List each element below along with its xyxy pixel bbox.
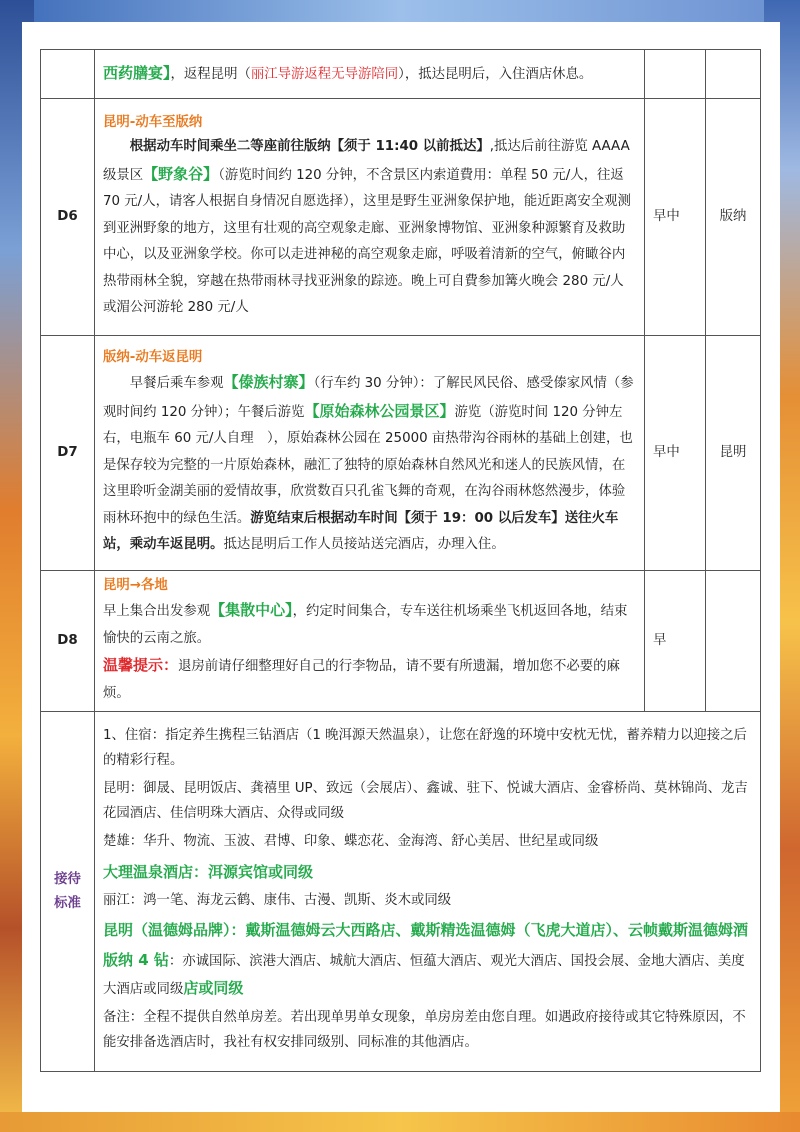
body-text: 早餐后乘车参观 xyxy=(129,376,224,392)
standard-note: 备注：全程不提供自然单房差。若出现单男单女现象，单房房差由您自理。如遇政府接待或其它特殊原因，不能安排备选酒店时，我社有权安排同级别、同标准的其他酒店。 xyxy=(103,1010,746,1050)
day-title: 昆明→各地 xyxy=(103,578,168,593)
attraction-name: 【原始森林公园景区】 xyxy=(304,401,455,420)
bottom-border-decoration xyxy=(0,1112,800,1132)
hotel-list-dali: 大理温泉酒店：洱源宾馆或同级 xyxy=(103,862,314,881)
body-text: （游览时间约 120 分钟，不含景区内索道費用：单程 50 元/人，往返 70 元/人，请客人根据自身情况自愿选择），这里是野生亚洲象保护地，能近距离安全观测到亚洲野象的地方，这里有壮观的高空观象走廊、亚洲象博物馆、亚洲象种源繁育及救助中心，以及亚洲象学校。你可以走进神秘的高空观象走廊，呼吸着清新的空气，俯瞰谷内热带雨林全貌，穿越在热带雨林寻找亚洲象的踪迹。晚上可自費参加篝火晚会 280 元/人或湄公河游轮 280 元/人 xyxy=(103,167,631,316)
note-red-text: 丽江导游返程无导游陪同 xyxy=(250,67,399,82)
banna-text: ：亦诚国际、滨港大酒店、城航大酒店、恒蕴大酒店、观光大酒店、国投会展、金地大酒店、美度大酒店或同级 xyxy=(103,954,745,997)
body-text: 退房前请仔细整理好自己的行李物品，请不要有所遗漏，增加您不必要的麻烦。 xyxy=(103,659,620,701)
day-label: D7 xyxy=(41,336,95,571)
standard-label-text: 接待标准 xyxy=(54,871,81,911)
body-bold-text: 游览结束后根据动车时间【须于 19：00 以后发车】送往火车站，乘动车返昆明。 xyxy=(103,510,619,553)
day-content xyxy=(95,99,645,336)
hotel-cell: 昆明 xyxy=(706,336,761,571)
hotel-cell: 版纳 xyxy=(706,99,761,336)
attraction-name: 【集散中心】 xyxy=(210,601,293,619)
day-title: 版纳-动车返昆明 xyxy=(103,350,203,366)
itinerary-row-d7 xyxy=(41,336,761,571)
highlight-text: 西药膳宴】 xyxy=(103,64,171,82)
body-text: ），抵达昆明后，入住酒店休息。 xyxy=(398,67,593,82)
day-content xyxy=(95,336,645,571)
warm-tip-label: 温馨提示： xyxy=(103,656,179,674)
hotel-cell xyxy=(706,50,761,99)
itinerary-row-d8 xyxy=(41,571,761,712)
day-content xyxy=(95,571,645,712)
hotel-cell xyxy=(706,571,761,712)
hotel-list-kunming: 昆明：御晟、昆明饭店、龚禧里 UP、致远（会展店）、鑫诚、驻下、悦诚大酒店、金睿桥尚、莫林锦尚、龙吉花园酒店、佳信明珠大酒店、众得或同级 xyxy=(103,781,748,821)
body-text: ，返程昆明（ xyxy=(170,67,251,82)
meal-cell: 早中 xyxy=(645,99,706,336)
day-cell-empty xyxy=(41,50,95,99)
banna-label: 版纳 4 钻 xyxy=(103,951,169,969)
body-text: ,抵达后前往游览 AAAA 级景区 xyxy=(103,139,630,183)
standard-label xyxy=(41,712,95,1072)
banna-green-tail: 店或同级 xyxy=(183,978,244,997)
hotel-list-banna xyxy=(103,947,753,1002)
body-text: （行车约 30 分钟）：了解民风民俗、感受傣家风情（参观时间约 120 分钟）；午餐后游览 xyxy=(103,376,634,420)
meal-cell: 早 xyxy=(645,571,706,712)
top-border-decoration xyxy=(0,0,800,22)
day-title: 昆明-动车至版纳 xyxy=(103,115,203,131)
body-text: 早上集合出发参观 xyxy=(103,604,211,619)
day-label: D8 xyxy=(41,571,95,712)
document-page xyxy=(22,22,780,1112)
meal-cell: 早中 xyxy=(645,336,706,571)
body-text: ，约定时间集合，专车送往机场乘坐飞机返回各地，结束愉快的云南之旅。 xyxy=(103,604,628,646)
itinerary-row-d6 xyxy=(41,99,761,336)
itinerary-row-standard xyxy=(41,712,761,1072)
attraction-name: 【傣族村寨】 xyxy=(223,373,314,392)
meal-cell xyxy=(645,50,706,99)
day-content xyxy=(95,50,645,99)
standard-item: 1、住宿：指定养生携程三钻酒店（1 晚洱源天然温泉），让您在舒逸的环境中安枕无忧，蓄养精力以迎接之后的精彩行程。 xyxy=(103,728,747,768)
body-bold-text: 根据动车时间乘坐二等座前往版纳【须于 11:40 以前抵达】 xyxy=(129,139,490,155)
day-label: D6 xyxy=(41,99,95,336)
hotel-list-lijiang: 丽江：鸿一笔、海龙云鹤、康伟、古漫、凯斯、炎木或同级 xyxy=(103,892,452,908)
itinerary-row-continued xyxy=(41,50,761,99)
standard-content xyxy=(95,712,761,1072)
itinerary-table xyxy=(40,49,761,1072)
hotel-list-chuxiong: 楚雄：华升、物流、玉波、君博、印象、蝶恋花、金海湾、舒心美居、世纪星或同级 xyxy=(103,834,599,849)
body-text: 抵达昆明后工作人员接站送完酒店，办理入住。 xyxy=(223,537,505,553)
hotel-list-kunming-wyndham: 昆明（温德姆品牌）：戴斯温德姆云大西路店、戴斯精选温德姆（飞虎大道店）、云帧戴斯温德姆酒 xyxy=(103,921,749,939)
body-text: 游览（游览时间 120 分钟左右，电瓶车 60 元/人自理 ），原始森林公园在 25000 亩热带沟谷雨林的基础上创建，也是保存较为完整的一片原始森林，融汇了独特的原始森林自然风光和迷人的民族风情，在这里聆听金湖美丽的爱情故事，欣赏数百只孔雀飞舞的奇观，在沟谷雨林悠然漫步，体验雨林环抱中的绿色生活。 xyxy=(103,404,633,526)
attraction-name: 【野象谷】 xyxy=(143,164,219,183)
